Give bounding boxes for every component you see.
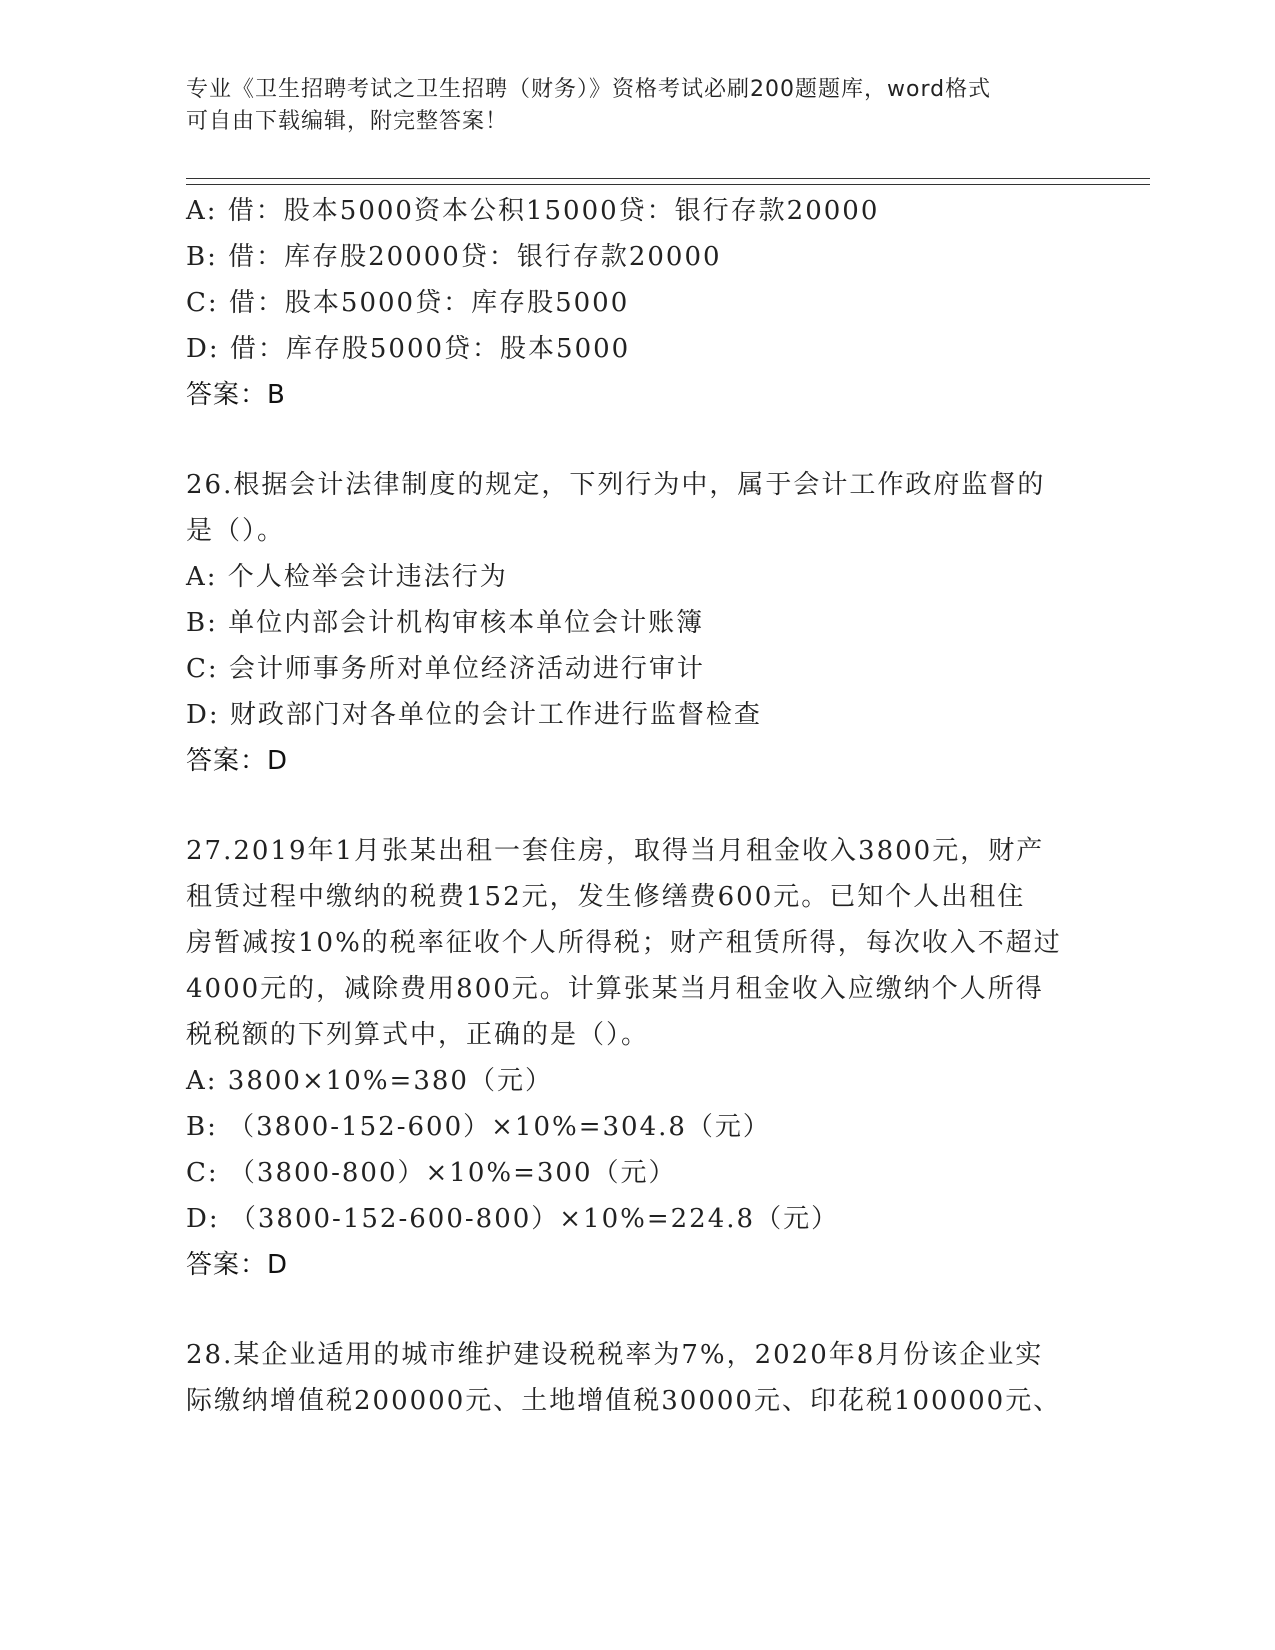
question-stem-line: 28.某企业适用的城市维护建设税税率为7%，2020年8月份该企业实 [186, 1340, 1044, 1370]
question-list [186, 188, 1086, 1424]
spacer [186, 784, 1086, 828]
header-divider-bottom [186, 184, 1150, 185]
question-25 [186, 188, 1086, 418]
answer: 答案：D [186, 746, 289, 776]
question-stem-line: 税税额的下列算式中，正确的是（）。 [186, 1020, 650, 1050]
question-stem-line: 27.2019年1月张某出租一套住房，取得当月租金收入3800元，财产 [186, 836, 1045, 866]
option-c: C: （3800-800）×10%=300（元） [186, 1158, 677, 1188]
answer: 答案：D [186, 1250, 289, 1280]
question-26 [186, 462, 1086, 784]
question-stem-line: 租赁过程中缴纳的税费152元，发生修缮费600元。已知个人出租住 [186, 882, 1026, 912]
question-stem-line: 是（）。 [186, 516, 286, 546]
spacer [186, 418, 1086, 462]
answer: 答案：B [186, 380, 286, 410]
document-header [186, 74, 1066, 138]
question-stem-line: 际缴纳增值税200000元、土地增值税30000元、印花税100000元、 [186, 1386, 1062, 1416]
option-a: A: 借：股本5000资本公积15000贷：银行存款20000 [186, 196, 880, 226]
option-b: B: 借：库存股20000贷：银行存款20000 [186, 242, 722, 272]
header-divider-top [186, 178, 1150, 179]
header-line-1: 专业《卫生招聘考试之卫生招聘（财务）》资格考试必刷200题题库，word格式 [186, 77, 992, 102]
question-stem-line: 4000元的，减除费用800元。计算张某当月租金收入应缴纳个人所得 [186, 974, 1044, 1004]
option-d: D: 借：库存股5000贷：股本5000 [186, 334, 631, 364]
question-stem-line: 房暂减按10%的税率征收个人所得税；财产租赁所得，每次收入不超过 [186, 928, 1062, 958]
header-line-2: 可自由下载编辑，附完整答案！ [186, 109, 509, 134]
option-b: B: （3800-152-600）×10%=304.8（元） [186, 1112, 771, 1142]
question-27 [186, 828, 1086, 1288]
option-d: D: （3800-152-600-800）×10%=224.8（元） [186, 1204, 840, 1234]
option-b: B: 单位内部会计机构审核本单位会计账簿 [186, 608, 705, 638]
option-a: A: 3800×10%=380（元） [186, 1066, 553, 1096]
question-28 [186, 1332, 1086, 1424]
option-c: C: 借：股本5000贷：库存股5000 [186, 288, 630, 318]
option-d: D: 财政部门对各单位的会计工作进行监督检查 [186, 700, 762, 730]
option-c: C: 会计师事务所对单位经济活动进行审计 [186, 654, 705, 684]
option-a: A: 个人检举会计违法行为 [186, 562, 508, 592]
question-stem-line: 26.根据会计法律制度的规定，下列行为中，属于会计工作政府监督的 [186, 470, 1046, 500]
spacer [186, 1288, 1086, 1332]
